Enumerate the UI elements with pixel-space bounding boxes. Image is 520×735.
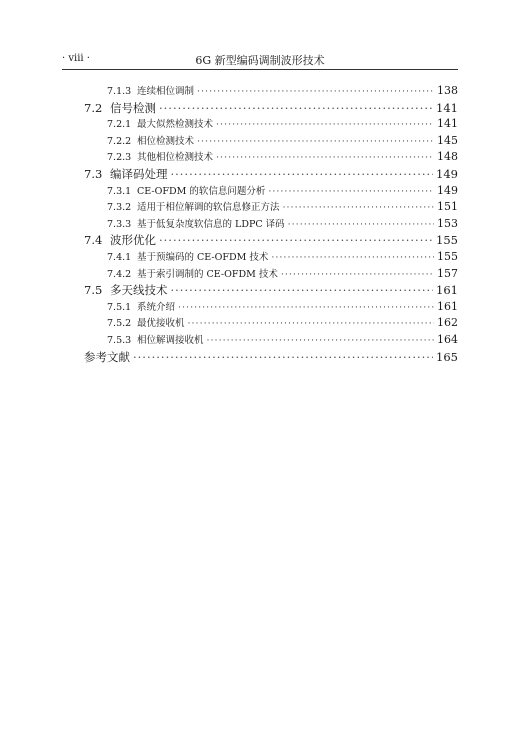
toc-entry-page: 153: [437, 216, 458, 230]
toc-entry-title: 相位检测技术: [137, 135, 195, 147]
toc-entry-number: 7.3.2: [107, 202, 132, 214]
toc-entry-number: 7.2: [84, 100, 103, 115]
toc-entry-title: CE-OFDM 的软信息问题分析: [137, 185, 266, 197]
toc-entry-page: 155: [436, 233, 458, 248]
toc-entry-page: 161: [436, 283, 458, 298]
toc-entry-number: 7.3.3: [107, 218, 132, 230]
toc-entry-number: 7.5.3: [107, 334, 132, 346]
toc-entry-number: 7.5: [84, 283, 103, 298]
toc-entry-page: 148: [437, 150, 458, 164]
toc-entry[interactable]: [84, 183, 458, 200]
toc-entry[interactable]: [84, 315, 458, 332]
toc-entry-page: 145: [437, 133, 458, 147]
dot-leader: [178, 302, 434, 313]
toc-entry-page: 141: [436, 100, 458, 115]
toc-entry-number: 7.5.2: [107, 318, 132, 330]
toc-entry-page: 151: [437, 200, 458, 214]
toc-entry-number: 7.4: [84, 233, 103, 248]
toc-entry-title: 信号检测: [110, 100, 156, 115]
dot-leader: [188, 318, 434, 329]
toc-entry-title: 基于低复杂度软信息的 LDPC 译码: [137, 218, 285, 230]
toc-entry[interactable]: [84, 216, 458, 233]
toc-entry-page: 138: [437, 84, 458, 97]
toc-entry-title: 最优接收机: [137, 318, 185, 330]
toc-entry[interactable]: [84, 232, 458, 249]
toc-entry-number: 7.5.1: [107, 301, 132, 313]
dot-leader: [281, 269, 434, 280]
toc-entry-title: 参考文献: [84, 349, 130, 364]
toc-entry-title: 多天线技术: [110, 283, 168, 298]
toc-entry[interactable]: [84, 116, 458, 133]
dot-leader: [288, 219, 434, 230]
toc-entry-page: 149: [437, 183, 458, 197]
toc-entry-title: 最大似然检测技术: [137, 119, 214, 131]
toc-entry-title: 其他相位检测技术: [137, 152, 214, 164]
toc-entry-number: 7.4.1: [107, 251, 132, 263]
page-number: · viii ·: [62, 53, 90, 64]
toc-entry[interactable]: [84, 166, 458, 183]
toc-entry-number: 7.3: [84, 166, 103, 181]
toc-entry-title: 基于索引调制的 CE-OFDM 技术: [137, 268, 278, 280]
toc-entry-number: 7.4.2: [107, 268, 132, 280]
toc-entry[interactable]: [84, 133, 458, 150]
toc-entry[interactable]: [84, 83, 458, 100]
toc-entry-number: 7.1.3: [107, 86, 132, 97]
running-title: 6G 新型编码调制波形技术: [195, 54, 325, 67]
toc-entry-title: 相位解调接收机: [137, 334, 204, 346]
toc-entry-number: 7.2.2: [107, 135, 132, 147]
toc-entry[interactable]: [84, 299, 458, 316]
dot-leader: [171, 283, 434, 297]
toc-entry-page: 149: [436, 166, 458, 181]
dot-leader: [268, 186, 434, 197]
dot-leader: [171, 167, 434, 181]
toc-entry-page: 157: [437, 266, 458, 280]
dot-leader: [133, 350, 433, 364]
toc-entry[interactable]: [84, 100, 458, 117]
toc-entry[interactable]: [84, 282, 458, 299]
toc-entry-title: 系统介绍: [137, 301, 176, 313]
toc-entry[interactable]: [84, 199, 458, 216]
toc-entry-title: 适用于相位解调的软信息修正方法: [137, 202, 280, 214]
toc-entry-page: 165: [436, 349, 458, 364]
toc-entry-page: 155: [437, 249, 458, 263]
dot-leader: [283, 202, 434, 213]
dot-leader: [271, 252, 434, 263]
toc-entry-title: 编译码处理: [110, 166, 168, 181]
toc-entry-title: 波形优化: [110, 233, 156, 248]
toc-entry-number: 7.3.1: [107, 185, 132, 197]
toc-entry-page: 141: [437, 117, 458, 131]
toc-entry[interactable]: [84, 266, 458, 283]
dot-leader: [197, 136, 434, 147]
toc-entry-page: 164: [437, 332, 458, 346]
toc-entry-title: 连续相位调制: [137, 86, 195, 97]
toc-entry[interactable]: [84, 249, 458, 266]
toc-entry[interactable]: [84, 149, 458, 166]
dot-leader: [207, 335, 434, 346]
page-header: [62, 51, 458, 70]
toc-entry[interactable]: [84, 332, 458, 349]
toc-entry-page: 162: [437, 316, 458, 330]
toc-entry-title: 基于预编码的 CE-OFDM 技术: [137, 251, 269, 263]
dot-leader: [159, 101, 433, 115]
table-of-contents: [84, 83, 458, 365]
toc-entry[interactable]: [84, 349, 458, 366]
toc-entry-page: 161: [437, 299, 458, 313]
dot-leader: [216, 152, 434, 163]
toc-entry-number: 7.2.3: [107, 152, 132, 164]
toc-entry-number: 7.2.1: [107, 119, 132, 131]
dot-leader: [197, 86, 434, 97]
dot-leader: [216, 119, 434, 130]
dot-leader: [159, 233, 433, 247]
